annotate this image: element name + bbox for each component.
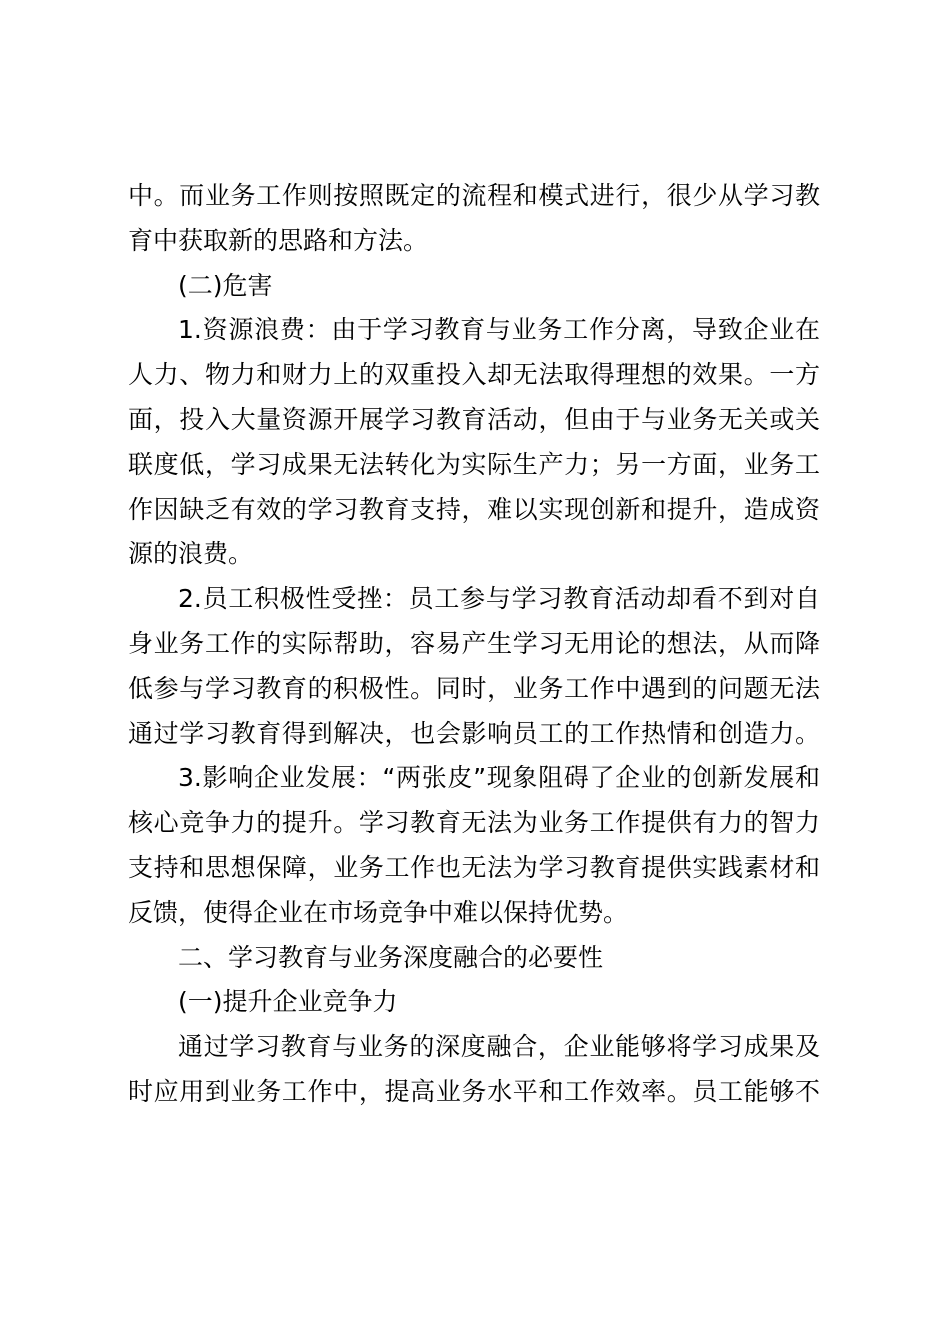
paragraph-line: 低参与学习教育的积极性。同时，业务工作中遇到的问题无法 (128, 673, 820, 703)
section-subheading-harm: (二)危害 (178, 270, 273, 300)
paragraph-line: 核心竞争力的提升。学习教育无法为业务工作提供有力的智力 (128, 808, 820, 838)
paragraph-line: 面，投入大量资源开展学习教育活动，但由于与业务无关或关 (128, 404, 820, 434)
paragraph-line: 通过学习教育得到解决，也会影响员工的工作热情和创造力。 (128, 718, 820, 748)
paragraph-line: 通过学习教育与业务的深度融合，企业能够将学习成果及 (178, 1032, 820, 1062)
paragraph-line: 源的浪费。 (128, 539, 254, 569)
paragraph-line: 身业务工作的实际帮助，容易产生学习无用论的想法，从而降 (128, 628, 820, 658)
paragraph-line: 支持和思想保障，业务工作也无法为学习教育提供实践素材和 (128, 852, 820, 882)
paragraph-line: 人力、物力和财力上的双重投入却无法取得理想的效果。一方 (128, 360, 820, 390)
paragraph-line: 2.员工积极性受挫：员工参与学习教育活动却看不到对自 (178, 584, 820, 614)
paragraph-line: 1.资源浪费：由于学习教育与业务工作分离，导致企业在 (178, 315, 820, 345)
paragraph-line: 中。而业务工作则按照既定的流程和模式进行，很少从学习教 (128, 181, 820, 210)
paragraph-line: 联度低，学习成果无法转化为实际生产力；另一方面，业务工 (128, 449, 820, 479)
section-heading-two: 二、学习教育与业务深度融合的必要性 (178, 942, 604, 972)
document-body (128, 174, 820, 1115)
paragraph-line: 时应用到业务工作中，提高业务水平和工作效率。员工能够不 (128, 1076, 820, 1106)
paragraph-line: 作因缺乏有效的学习教育支持，难以实现创新和提升，造成资 (128, 494, 820, 524)
section-subheading-competitiveness: (一)提升企业竞争力 (178, 987, 398, 1017)
paragraph-line: 育中获取新的思路和方法。 (128, 225, 429, 255)
paragraph-line: 反馈，使得企业在市场竞争中难以保持优势。 (128, 897, 629, 927)
paragraph-line: 3.影响企业发展：“两张皮”现象阻碍了企业的创新发展和 (178, 763, 820, 793)
